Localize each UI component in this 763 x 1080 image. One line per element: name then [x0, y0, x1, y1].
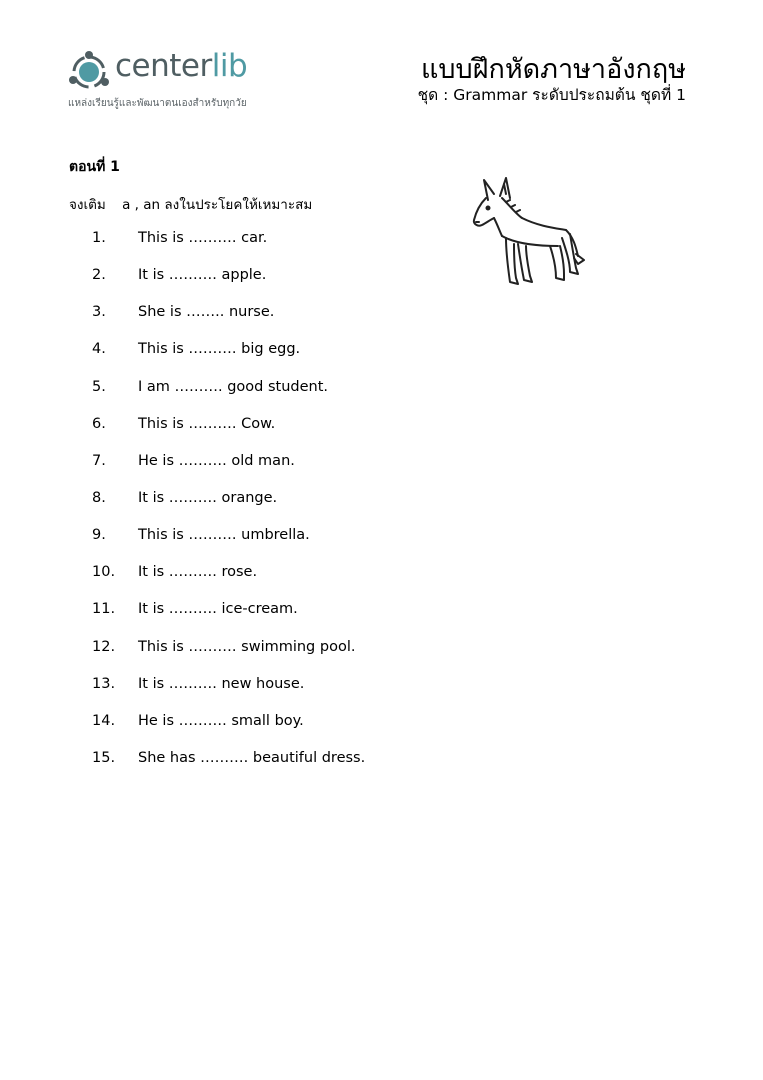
instruction-option-a: a	[122, 197, 131, 213]
worksheet-subtitle: ชุด : Grammar ระดับประถมต้น ชุดที่ 1	[417, 86, 686, 104]
instruction-suffix: ลงในประโยคให้เหมาะสม	[164, 197, 313, 213]
question-number: 11.	[92, 601, 116, 618]
question-text: It is ………. rose.	[138, 564, 258, 581]
question-number: 12.	[92, 638, 116, 655]
instruction	[69, 193, 312, 215]
question-number: 2.	[92, 267, 106, 284]
question-number: 13.	[92, 675, 116, 692]
question-number: 8.	[92, 489, 106, 506]
question-text: It is ………. new house.	[138, 675, 305, 692]
question-number: 15.	[92, 749, 116, 766]
instruction-separator: ,	[134, 197, 139, 213]
question-text: She has ………. beautiful dress.	[138, 749, 366, 766]
question-number: 1.	[92, 230, 106, 246]
question-number: 6.	[92, 415, 106, 432]
donkey-icon	[466, 172, 590, 296]
worksheet-title: แบบฝึกหัดภาษาอังกฤษ	[421, 54, 686, 85]
question-number: 7.	[92, 452, 106, 469]
logo-word-main: center	[115, 48, 212, 84]
question-text: This is ………. umbrella.	[138, 527, 310, 544]
question-text: This is ………. swimming pool.	[138, 638, 356, 655]
section-title: ตอนที่ 1	[69, 159, 120, 175]
question-text: It is ………. ice-cream.	[138, 601, 298, 618]
instruction-option-an: an	[143, 197, 161, 213]
question-number: 5.	[92, 378, 106, 395]
logo-word-accent: lib	[211, 48, 248, 84]
question-text: She is …….. nurse.	[138, 304, 275, 321]
question-text: I am ………. good student.	[138, 378, 329, 395]
instruction-prefix: จงเติม	[69, 197, 106, 213]
question-text: It is ………. orange.	[138, 489, 278, 506]
logo-wordmark	[115, 48, 247, 84]
logo-nodes-icon	[67, 50, 111, 94]
logo-tagline: แหล่งเรียนรู้และพัฒนาตนเองสำหรับทุกวัย	[68, 98, 247, 109]
question-text: He is ………. old man.	[138, 452, 295, 469]
question-text: This is ………. Cow.	[138, 415, 276, 432]
question-number: 10.	[92, 564, 116, 581]
question-text: This is ………. big egg.	[138, 341, 301, 358]
question-number: 4.	[92, 341, 106, 358]
question-text: It is ………. apple.	[138, 267, 267, 284]
question-text: He is ………. small boy.	[138, 712, 304, 729]
question-text: This is ………. car.	[138, 230, 268, 246]
question-number: 3.	[92, 304, 106, 321]
question-number: 14.	[92, 712, 116, 729]
logo	[67, 48, 287, 113]
question-number: 9.	[92, 527, 106, 544]
